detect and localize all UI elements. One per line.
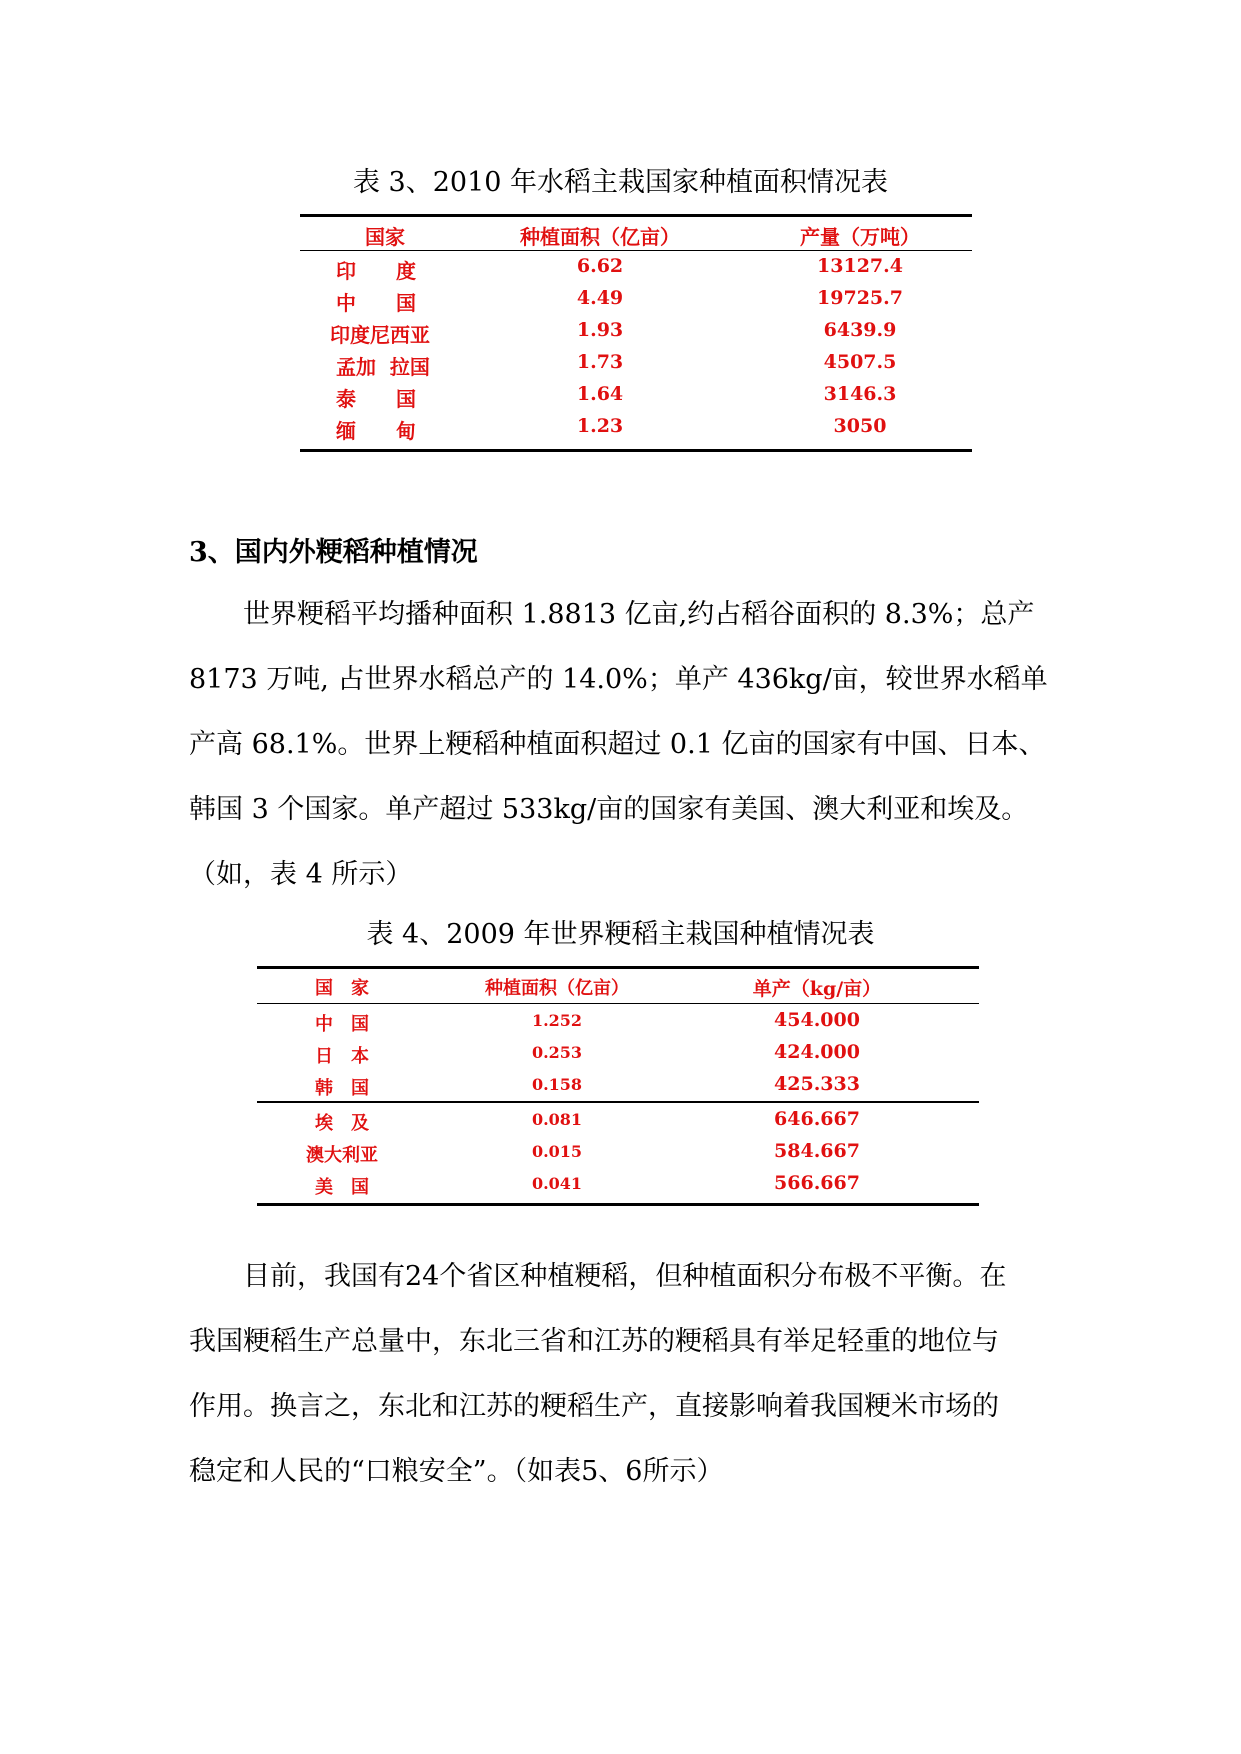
table-row <box>300 315 972 347</box>
table4-header-yield: 单产（kg/亩） <box>752 978 882 1000</box>
table4-cell-country: 日 本 <box>315 1046 369 1067</box>
paragraph-line: 世界粳稻平均播种面积 1.8813 亿亩,约占稻谷面积的 8.3%；总产 <box>189 599 1035 630</box>
table4-cell-area: 0.253 <box>531 1043 583 1062</box>
table4-cell-area: 0.158 <box>531 1075 583 1094</box>
table-row <box>257 1068 979 1101</box>
table-row <box>257 1135 979 1167</box>
table3-cell-country: 印 度 <box>336 259 416 283</box>
table3-cell-area: 1.93 <box>576 319 624 341</box>
paragraph-line: 我国粳稻生产总量中，东北三省和江苏的粳稻具有举足轻重的地位与 <box>189 1326 999 1357</box>
table4 <box>257 966 979 1206</box>
table3-cell-area: 1.23 <box>576 415 624 437</box>
table3 <box>300 214 972 452</box>
table3-cell-output: 3050 <box>833 415 887 437</box>
table-row <box>300 379 972 411</box>
table4-cell-country: 埃 及 <box>315 1113 369 1134</box>
table4-caption: 表 4、2009 年世界粳稻主栽国种植情况表 <box>366 919 875 950</box>
table4-cell-yield: 454.000 <box>774 1009 860 1031</box>
table-row <box>300 411 972 443</box>
table3-cell-output: 4507.5 <box>823 351 897 373</box>
paragraph-line: 稳定和人民的“口粮安全”。（如表5、6所示） <box>189 1456 724 1487</box>
table3-cell-country: 中 国 <box>336 291 416 315</box>
table4-cell-country: 美 国 <box>315 1177 369 1198</box>
table4-cell-country: 韩 国 <box>315 1078 369 1099</box>
table4-header-area: 种植面积（亿亩） <box>485 978 629 999</box>
table3-cell-area: 6.62 <box>576 255 624 277</box>
table4-header-row <box>257 969 979 1004</box>
table3-cell-country: 泰 国 <box>336 387 416 411</box>
table3-cell-output: 6439.9 <box>823 319 897 341</box>
table4-cell-country: 中 国 <box>315 1014 369 1035</box>
table3-cell-output: 13127.4 <box>817 255 903 277</box>
table3-caption: 表 3、2010 年水稻主栽国家种植面积情况表 <box>352 167 889 198</box>
table-row <box>257 1004 979 1036</box>
paragraph-line: 产高 68.1%。世界上粳稻种植面积超过 0.1 亿亩的国家有中国、日本、 <box>189 729 1046 760</box>
paragraph-line: 韩国 3 个国家。单产超过 533kg/亩的国家有美国、澳大利亚和埃及。 <box>189 794 1029 825</box>
table3-cell-area: 4.49 <box>576 287 624 309</box>
table3-header-output: 产量（万吨） <box>800 225 920 249</box>
table4-cell-area: 0.081 <box>531 1110 583 1129</box>
table-row <box>300 283 972 315</box>
table4-cell-area: 1.252 <box>531 1011 583 1030</box>
paragraph-line: （如，表 4 所示） <box>189 859 413 890</box>
table-row <box>257 1167 979 1199</box>
table3-header-area: 种植面积（亿亩） <box>520 225 680 249</box>
table4-cell-yield: 566.667 <box>774 1172 860 1194</box>
paragraph-2 <box>189 1244 1069 1504</box>
paragraph-line: 目前，我国有24个省区种植粳稻，但种植面积分布极不平衡。在 <box>189 1261 1007 1292</box>
table3-cell-output: 19725.7 <box>817 287 903 309</box>
table3-cell-country: 缅 甸 <box>336 419 416 443</box>
table3-cell-output: 3146.3 <box>823 383 897 405</box>
table3-header-row <box>300 217 972 251</box>
table3-cell-area: 1.64 <box>576 383 624 405</box>
paragraph-line: 作用。换言之，东北和江苏的粳稻生产，直接影响着我国粳米市场的 <box>189 1391 999 1422</box>
table4-cell-yield: 425.333 <box>774 1073 860 1095</box>
table3-cell-country: 印度尼西亚 <box>330 323 430 347</box>
table-row <box>257 1101 979 1135</box>
paragraph-line: 8173 万吨, 占世界水稻总产的 14.0%；单产 436kg/亩，较世界水稻单 <box>189 664 1048 695</box>
table-row <box>257 1036 979 1068</box>
section-heading: 3、国内外粳稻种植情况 <box>189 537 478 568</box>
table4-header-country: 国 家 <box>315 978 369 999</box>
table4-cell-country: 澳大利亚 <box>306 1145 378 1166</box>
table4-cell-yield: 646.667 <box>774 1108 860 1130</box>
table4-cell-yield: 584.667 <box>774 1140 860 1162</box>
table3-cell-area: 1.73 <box>576 351 624 373</box>
table4-cell-area: 0.041 <box>531 1174 583 1193</box>
table-row <box>300 347 972 379</box>
table3-header-country: 国家 <box>365 225 405 249</box>
table3-cell-country: 孟加 拉国 <box>336 355 430 379</box>
paragraph-1 <box>189 582 1069 907</box>
table-row <box>300 251 972 283</box>
table4-cell-yield: 424.000 <box>774 1041 860 1063</box>
table4-cell-area: 0.015 <box>531 1142 583 1161</box>
